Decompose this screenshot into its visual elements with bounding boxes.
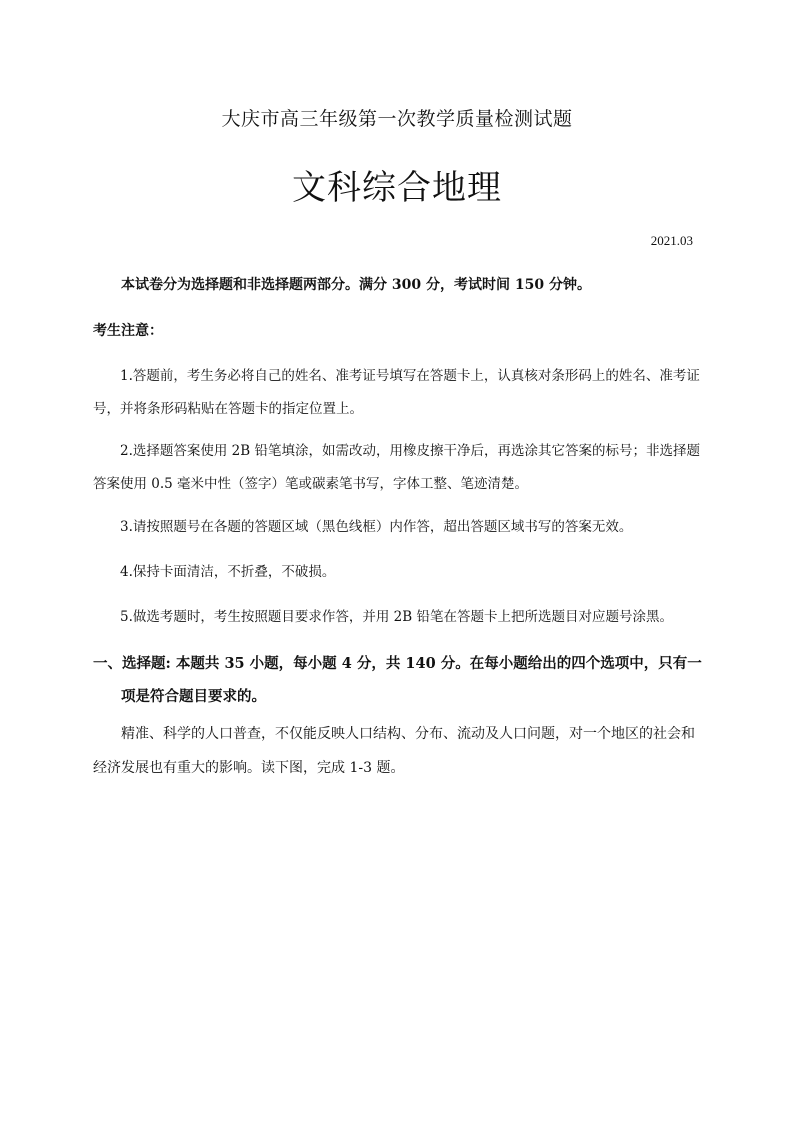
exam-intro: 本试卷分为选择题和非选择题两部分。满分 300 分，考试时间 150 分钟。 [121,277,591,293]
notice-item-2: 2.选择题答案使用 2B 铅笔填涂，如需改动，用橡皮擦干净后，再选涂其它答案的标号；非选择题答案使用 0.5 毫米中性（签字）笔或碳素笔书写，字体工整、笔迹清楚。 [93,443,700,492]
section-heading: 一、选择题: 本题共 35 小题，每小题 4 分，共 140 分。在每小题给出的四个选项中，只有一项是符合题目要求的。 [93,655,702,705]
notice-item-4: 4.保持卡面清洁，不折叠，不破损。 [120,564,336,580]
notice-item-5: 5.做选考题时，考生按照题目要求作答，并用 2B 铅笔在答题卡上把所选题目对应题号涂黑。 [120,609,673,625]
question-passage: 精准、科学的人口普查，不仅能反映人口结构、分布、流动及人口问题，对一个地区的社会和经济发展也有重大的影响。读下图，完成 1-3 题。 [93,726,695,776]
exam-subtitle: 大庆市高三年级第一次教学质量检测试题 [221,108,573,130]
notice-item-1: 1.答题前，考生务必将自己的姓名、准考证号填写在答题卡上，认真核对条形码上的姓名、准考证号，并将条形码粘贴在答题卡的指定位置上。 [93,368,700,417]
notice-item-3: 3.请按照题号在各题的答题区域（黑色线框）内作答，超出答题区域书写的答案无效。 [120,519,633,535]
notice-heading: 考生注意： [93,323,163,339]
exam-date: 2021.03 [650,233,693,248]
exam-title: 文科综合地理 [292,168,502,208]
